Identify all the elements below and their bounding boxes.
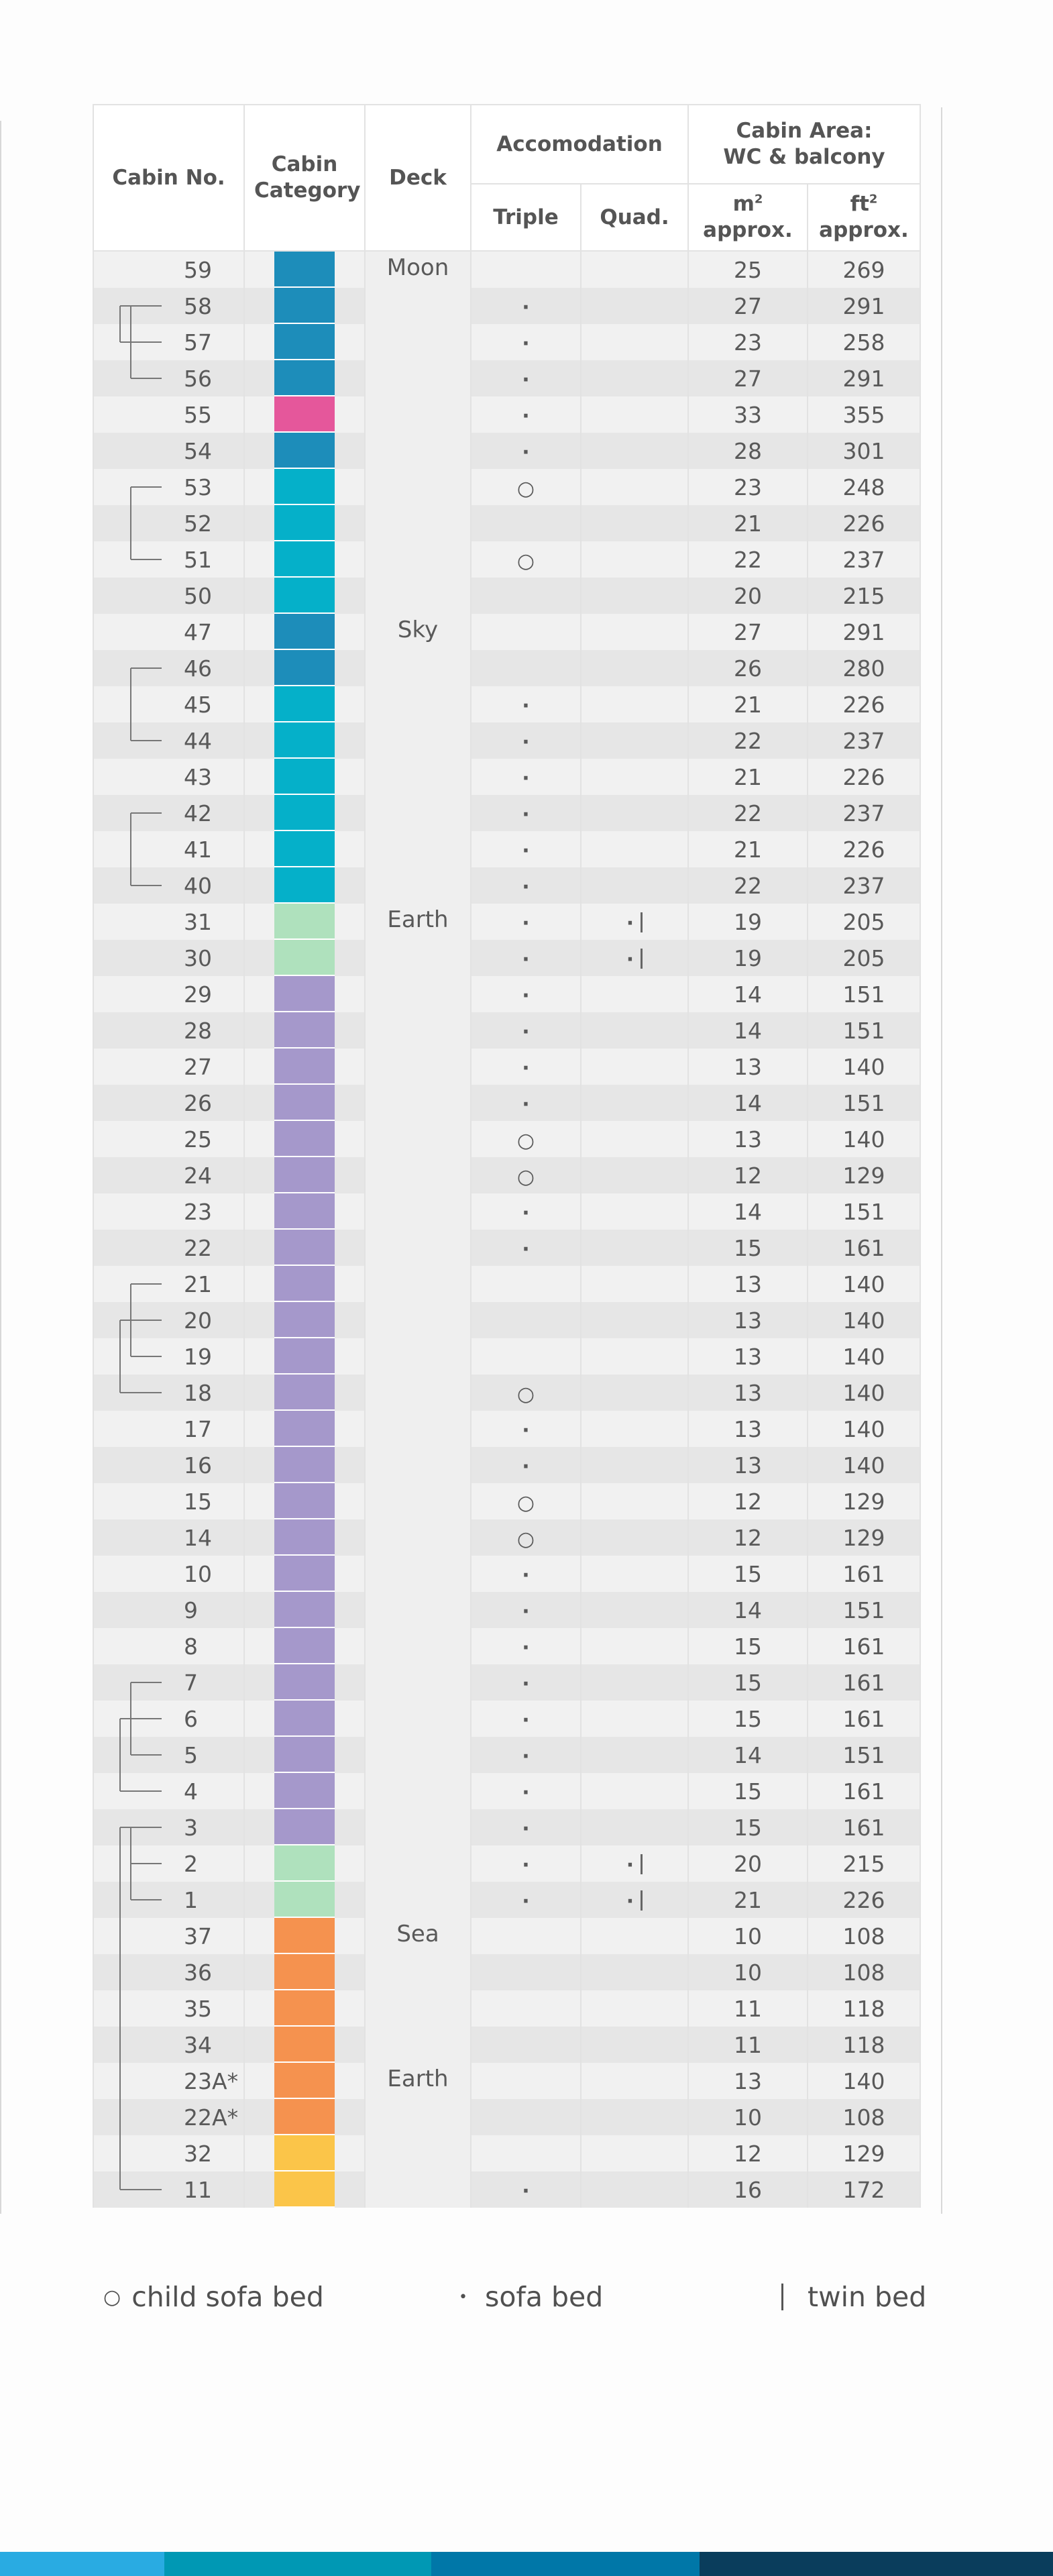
- area-ft2: 161: [808, 1230, 920, 1266]
- cabin-number: 58: [93, 288, 244, 324]
- area-ft2: 140: [808, 1411, 920, 1447]
- sofa-bed-icon: ·: [522, 295, 530, 319]
- deck-label: Earth: [365, 2063, 471, 2208]
- area-ft2: 140: [808, 1338, 920, 1375]
- area-m2: 14: [688, 1592, 808, 1628]
- area-m2: 21: [688, 686, 808, 722]
- header-quad: Quad.: [581, 184, 688, 251]
- area-m2: 12: [688, 1157, 808, 1193]
- area-m2: 15: [688, 1628, 808, 1664]
- area-ft2: 205: [808, 904, 920, 940]
- legend-child-sofa-bed: [103, 2281, 324, 2313]
- cabin-number: 56: [93, 360, 244, 396]
- area-m2: 10: [688, 1918, 808, 1954]
- sofa-bed-icon: ·: [522, 1599, 530, 1623]
- area-m2: 19: [688, 940, 808, 976]
- cabin-number: 37: [93, 1918, 244, 1954]
- sofa-bed-icon: ·: [522, 1672, 530, 1696]
- area-m2: 21: [688, 759, 808, 795]
- cabin-number: 3: [93, 1809, 244, 1845]
- cabin-number: 27: [93, 1049, 244, 1085]
- cabin-number: 42: [93, 795, 244, 831]
- area-ft2: 226: [808, 831, 920, 867]
- deck-label: Earth: [365, 904, 471, 1918]
- footer-segment: [164, 2552, 431, 2576]
- area-m2: 11: [688, 2027, 808, 2063]
- area-m2: 15: [688, 1773, 808, 1809]
- area-m2: 13: [688, 1121, 808, 1157]
- area-m2: 16: [688, 2171, 808, 2208]
- area-m2: 15: [688, 1556, 808, 1592]
- sofa-bed-icon: ·: [626, 947, 634, 971]
- deck-label: Sky: [365, 614, 471, 904]
- cabin-number: 31: [93, 904, 244, 940]
- area-m2: 27: [688, 288, 808, 324]
- area-m2: 28: [688, 433, 808, 469]
- sofa-bed-icon: ·: [522, 694, 530, 718]
- area-m2: 21: [688, 505, 808, 541]
- area-ft2: 151: [808, 976, 920, 1012]
- sofa-bed-icon: ·: [626, 1853, 634, 1877]
- cabin-number: 30: [93, 940, 244, 976]
- area-ft2: 237: [808, 722, 920, 759]
- cabin-number: 59: [93, 251, 244, 288]
- area-m2: 13: [688, 1375, 808, 1411]
- area-m2: 15: [688, 1809, 808, 1845]
- cabin-number: 11: [93, 2171, 244, 2208]
- cabin-number: 45: [93, 686, 244, 722]
- cabin-number: 29: [93, 976, 244, 1012]
- cabin-number: 5: [93, 1737, 244, 1773]
- area-ft2: 161: [808, 1628, 920, 1664]
- area-m2: 10: [688, 2099, 808, 2135]
- legend-sofa-bed: [459, 2281, 603, 2313]
- area-m2: 22: [688, 867, 808, 904]
- cabin-connection-bracket: [131, 668, 162, 741]
- sofa-bed-icon: ·: [522, 1635, 530, 1660]
- area-ft2: 280: [808, 650, 920, 686]
- cabin-number: 44: [93, 722, 244, 759]
- area-ft2: 355: [808, 396, 920, 433]
- area-ft2: 226: [808, 686, 920, 722]
- cabin-number: 51: [93, 541, 244, 578]
- sofa-bed-icon: ·: [522, 1092, 530, 1116]
- child-sofa-bed-icon: ○: [516, 1165, 535, 1189]
- ft2-unit: ft: [850, 192, 869, 217]
- cabin-number: 10: [93, 1556, 244, 1592]
- sofa-bed-icon: ·: [522, 766, 530, 790]
- area-m2: 20: [688, 578, 808, 614]
- legend: [0, 2281, 1053, 2334]
- area-ft2: 140: [808, 1266, 920, 1302]
- cabin-number: 57: [93, 324, 244, 360]
- area-ft2: 205: [808, 940, 920, 976]
- deck-label: Moon: [365, 251, 471, 614]
- sofa-bed-icon: ·: [522, 1454, 530, 1479]
- area-m2: 14: [688, 1085, 808, 1121]
- sofa-bed-icon: ·: [522, 802, 530, 826]
- cabin-number: 20: [93, 1302, 244, 1338]
- area-ft2: 140: [808, 1049, 920, 1085]
- cabin-number: 50: [93, 578, 244, 614]
- cabin-number: 17: [93, 1411, 244, 1447]
- sofa-bed-icon: ·: [522, 1853, 530, 1877]
- area-ft2: 237: [808, 541, 920, 578]
- cabin-number: 9: [93, 1592, 244, 1628]
- sofa-bed-icon: ·: [522, 839, 530, 863]
- area-ft2: 172: [808, 2171, 920, 2208]
- area-ft2: 129: [808, 1519, 920, 1556]
- sofa-bed-icon: ·: [522, 1780, 530, 1805]
- sofa-bed-icon: ·: [522, 1889, 530, 1913]
- area-ft2: 129: [808, 1157, 920, 1193]
- footer-segment: [431, 2552, 700, 2576]
- area-ft2: 108: [808, 1918, 920, 1954]
- area-m2: 12: [688, 1483, 808, 1519]
- ft2-exponent: 2: [869, 192, 878, 207]
- sofa-bed-icon: ·: [522, 368, 530, 392]
- area-ft2: 129: [808, 1483, 920, 1519]
- area-m2: 22: [688, 795, 808, 831]
- child-sofa-bed-icon: ○: [516, 549, 535, 573]
- child-sofa-bed-icon: ○: [516, 1382, 535, 1406]
- header-accomodation: Accomodation: [471, 105, 688, 184]
- area-m2: 26: [688, 650, 808, 686]
- legend-twin-bed-label: twin bed: [808, 2281, 927, 2313]
- area-ft2: 226: [808, 1882, 920, 1918]
- cabin-number: 8: [93, 1628, 244, 1664]
- circle-icon: ○: [103, 2285, 121, 2309]
- area-m2: 13: [688, 1338, 808, 1375]
- child-sofa-bed-icon: ○: [516, 476, 535, 500]
- area-m2: 13: [688, 1302, 808, 1338]
- sofa-bed-icon: ·: [522, 1418, 530, 1442]
- footer-color-bar: [0, 2552, 1053, 2576]
- cabin-number: 52: [93, 505, 244, 541]
- area-ft2: 291: [808, 614, 920, 650]
- cabin-number: 16: [93, 1447, 244, 1483]
- area-ft2: 237: [808, 867, 920, 904]
- cabin-number: 36: [93, 1954, 244, 1990]
- cabin-connection-bracket: [120, 306, 162, 342]
- cabin-connection-bracket: [131, 1827, 162, 1900]
- area-ft2: 226: [808, 759, 920, 795]
- cabin-number: 23: [93, 1193, 244, 1230]
- header-cabin-category-text: Cabin Category: [254, 152, 361, 203]
- child-sofa-bed-icon: ○: [516, 1491, 535, 1515]
- sofa-bed-icon: ·: [522, 1201, 530, 1225]
- area-ft2: 140: [808, 1447, 920, 1483]
- cabin-number: 46: [93, 650, 244, 686]
- legend-child-sofa-bed-label: child sofa bed: [131, 2281, 324, 2313]
- area-ft2: 151: [808, 1085, 920, 1121]
- cabin-number: 23A*: [93, 2063, 244, 2099]
- cabin-number: 40: [93, 867, 244, 904]
- sofa-bed-icon: ·: [522, 983, 530, 1008]
- m2-approx: approx.: [703, 218, 793, 242]
- cabin-number: 22A*: [93, 2099, 244, 2135]
- area-ft2: 291: [808, 360, 920, 396]
- area-m2: 13: [688, 1447, 808, 1483]
- area-ft2: 215: [808, 1845, 920, 1882]
- sofa-bed-icon: ·: [522, 1817, 530, 1841]
- cabin-number: 35: [93, 1990, 244, 2027]
- footer-segment: [700, 2552, 1053, 2576]
- area-m2: 13: [688, 1411, 808, 1447]
- area-m2: 14: [688, 1012, 808, 1049]
- sofa-bed-icon: ·: [522, 1708, 530, 1732]
- area-m2: 12: [688, 1519, 808, 1556]
- child-sofa-bed-icon: ○: [516, 1128, 535, 1152]
- area-ft2: 108: [808, 2099, 920, 2135]
- dot-icon: •: [459, 2288, 467, 2306]
- cabin-connection-bracket: [131, 813, 162, 885]
- cabin-number: 53: [93, 469, 244, 505]
- bar-icon: [781, 2284, 783, 2310]
- sofa-bed-icon: ·: [522, 1563, 530, 1587]
- area-m2: 21: [688, 831, 808, 867]
- cabin-number: 34: [93, 2027, 244, 2063]
- area-ft2: 237: [808, 795, 920, 831]
- cabin-number: 14: [93, 1519, 244, 1556]
- m2-exponent: 2: [754, 192, 763, 207]
- sofa-bed-icon: ·: [522, 2179, 530, 2203]
- cabin-number: 32: [93, 2135, 244, 2171]
- cabin-number: 15: [93, 1483, 244, 1519]
- area-m2: 20: [688, 1845, 808, 1882]
- cabin-number: 7: [93, 1664, 244, 1701]
- header-cabin-no: Cabin No.: [93, 105, 244, 251]
- area-ft2: 215: [808, 578, 920, 614]
- area-ft2: 161: [808, 1809, 920, 1845]
- area-ft2: 140: [808, 2063, 920, 2099]
- header-deck: Deck: [365, 105, 471, 251]
- sofa-bed-icon: ·: [522, 730, 530, 754]
- cabin-number: 54: [93, 433, 244, 469]
- area-ft2: 108: [808, 1954, 920, 1990]
- cabin-number: 47: [93, 614, 244, 650]
- area-m2: 27: [688, 614, 808, 650]
- cabin-number: 55: [93, 396, 244, 433]
- cabin-connection-bracket: [131, 487, 162, 559]
- area-ft2: 161: [808, 1773, 920, 1809]
- area-ft2: 258: [808, 324, 920, 360]
- area-m2: 33: [688, 396, 808, 433]
- cabin-number: 25: [93, 1121, 244, 1157]
- sofa-bed-icon: ·: [522, 1056, 530, 1080]
- area-ft2: 118: [808, 1990, 920, 2027]
- area-m2: 23: [688, 324, 808, 360]
- sofa-bed-icon: ·: [522, 947, 530, 971]
- legend-twin-bed: [781, 2281, 926, 2313]
- area-m2: 15: [688, 1230, 808, 1266]
- sofa-bed-icon: ·: [522, 440, 530, 464]
- sofa-bed-icon: ·: [522, 1744, 530, 1768]
- area-m2: 13: [688, 2063, 808, 2099]
- deck-label: Sea: [365, 1918, 471, 2063]
- area-m2: 15: [688, 1664, 808, 1701]
- sofa-bed-icon: ·: [522, 331, 530, 356]
- sofa-bed-icon: ·: [626, 911, 634, 935]
- area-m2: 10: [688, 1954, 808, 1990]
- area-m2: 15: [688, 1701, 808, 1737]
- area-ft2: 248: [808, 469, 920, 505]
- area-ft2: 269: [808, 251, 920, 288]
- area-m2: 14: [688, 1737, 808, 1773]
- area-m2: 27: [688, 360, 808, 396]
- area-ft2: 226: [808, 505, 920, 541]
- area-ft2: 118: [808, 2027, 920, 2063]
- header-triple: Triple: [471, 184, 581, 251]
- area-m2: 25: [688, 251, 808, 288]
- sofa-bed-icon: ·: [626, 1889, 634, 1913]
- area-m2: 23: [688, 469, 808, 505]
- header-cabin-area-text: Cabin Area: WC & balcony: [723, 119, 885, 169]
- cabin-number: 41: [93, 831, 244, 867]
- sofa-bed-icon: ·: [522, 404, 530, 428]
- m2-unit: m: [732, 192, 755, 217]
- footer-segment: [0, 2552, 164, 2576]
- area-m2: 12: [688, 2135, 808, 2171]
- cabin-number: 28: [93, 1012, 244, 1049]
- sofa-bed-icon: ·: [522, 875, 530, 899]
- area-m2: 21: [688, 1882, 808, 1918]
- cabin-number: 6: [93, 1701, 244, 1737]
- cabin-connection-bracket: [120, 1827, 162, 2190]
- area-ft2: 129: [808, 2135, 920, 2171]
- area-m2: 14: [688, 976, 808, 1012]
- sofa-bed-icon: ·: [522, 911, 530, 935]
- area-ft2: 291: [808, 288, 920, 324]
- area-ft2: 301: [808, 433, 920, 469]
- cabin-number: 22: [93, 1230, 244, 1266]
- cabin-number: 43: [93, 759, 244, 795]
- cabin-number: 21: [93, 1266, 244, 1302]
- cabin-number: 4: [93, 1773, 244, 1809]
- sofa-bed-icon: ·: [522, 1237, 530, 1261]
- area-ft2: 140: [808, 1375, 920, 1411]
- area-ft2: 151: [808, 1012, 920, 1049]
- area-m2: 13: [688, 1266, 808, 1302]
- sofa-bed-icon: ·: [522, 1020, 530, 1044]
- area-m2: 19: [688, 904, 808, 940]
- area-ft2: 161: [808, 1664, 920, 1701]
- cabin-number: 19: [93, 1338, 244, 1375]
- legend-sofa-bed-label: sofa bed: [484, 2281, 604, 2313]
- ft2-approx: approx.: [819, 218, 909, 242]
- area-ft2: 161: [808, 1701, 920, 1737]
- area-ft2: 151: [808, 1737, 920, 1773]
- area-m2: 11: [688, 1990, 808, 2027]
- area-m2: 13: [688, 1049, 808, 1085]
- area-m2: 14: [688, 1193, 808, 1230]
- area-m2: 22: [688, 541, 808, 578]
- area-ft2: 151: [808, 1592, 920, 1628]
- area-ft2: 151: [808, 1193, 920, 1230]
- area-ft2: 140: [808, 1121, 920, 1157]
- area-ft2: 140: [808, 1302, 920, 1338]
- child-sofa-bed-icon: ○: [516, 1527, 535, 1551]
- area-m2: 22: [688, 722, 808, 759]
- cabin-number: 18: [93, 1375, 244, 1411]
- cabin-number: 26: [93, 1085, 244, 1121]
- cabin-number: 24: [93, 1157, 244, 1193]
- cabin-number: 2: [93, 1845, 244, 1882]
- area-ft2: 161: [808, 1556, 920, 1592]
- cabin-number: 1: [93, 1882, 244, 1918]
